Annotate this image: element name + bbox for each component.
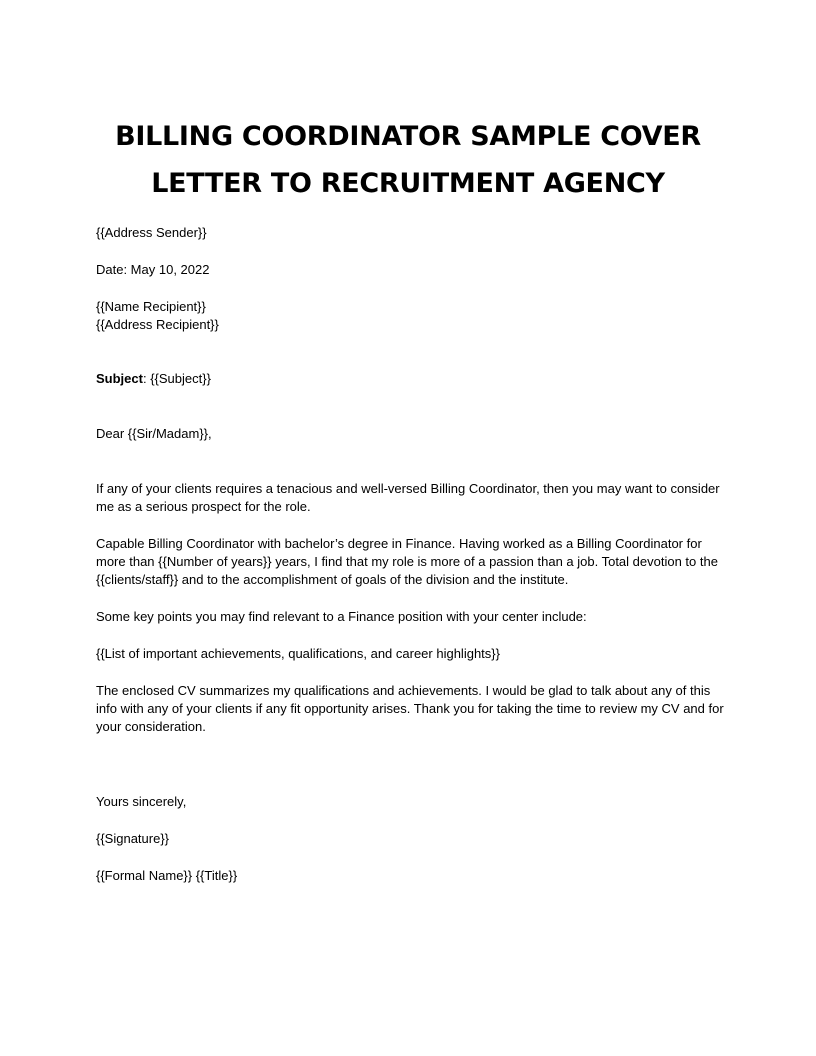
document-title-line-1: BILLING COORDINATOR SAMPLE COVER bbox=[115, 121, 701, 152]
paragraph-intro: If any of your clients requires a tenacious and well-versed Billing Coordinator, then you may want to consider me as a serious prospect for the role. bbox=[96, 481, 720, 514]
subject-label: Subject bbox=[96, 371, 143, 386]
salutation: Dear {{Sir/Madam}}, bbox=[96, 426, 212, 441]
subject-value: : {{Subject}} bbox=[142, 371, 211, 386]
formal-name-title: {{Formal Name}} {{Title}} bbox=[96, 868, 238, 883]
subject-line bbox=[96, 370, 724, 388]
sender-address: {{Address Sender}} bbox=[96, 225, 207, 240]
document-title-line-2: LETTER TO RECRUITMENT AGENCY bbox=[151, 168, 665, 199]
letter-date: Date: May 10, 2022 bbox=[96, 262, 210, 277]
paragraph-key-points: Some key points you may find relevant to a Finance position with your center include: bbox=[96, 609, 587, 624]
complimentary-close: Yours sincerely, bbox=[96, 794, 187, 809]
recipient-address: {{Address Recipient}} bbox=[96, 317, 219, 332]
paragraph-achievements-list: {{List of important achievements, qualifications, and career highlights}} bbox=[96, 646, 500, 661]
recipient-name: {{Name Recipient}} bbox=[96, 299, 206, 314]
document-title bbox=[96, 113, 720, 207]
paragraph-closing: The enclosed CV summarizes my qualifications and achievements. I would be glad to talk about any of this info with any of your clients if any fit opportunity arises. Thank you for taking the time to review my CV and for your consideration. bbox=[96, 683, 724, 734]
paragraph-experience: Capable Billing Coordinator with bachelor’s degree in Finance. Having worked as a Billing Coordinator for more than {{Number of years}} years, I find that my role is more of a passion than a job. Total devotion to the {{clients/staff}} and to the accomplishment of goals of the division and the institute. bbox=[96, 536, 718, 587]
signature: {{Signature}} bbox=[96, 831, 170, 846]
